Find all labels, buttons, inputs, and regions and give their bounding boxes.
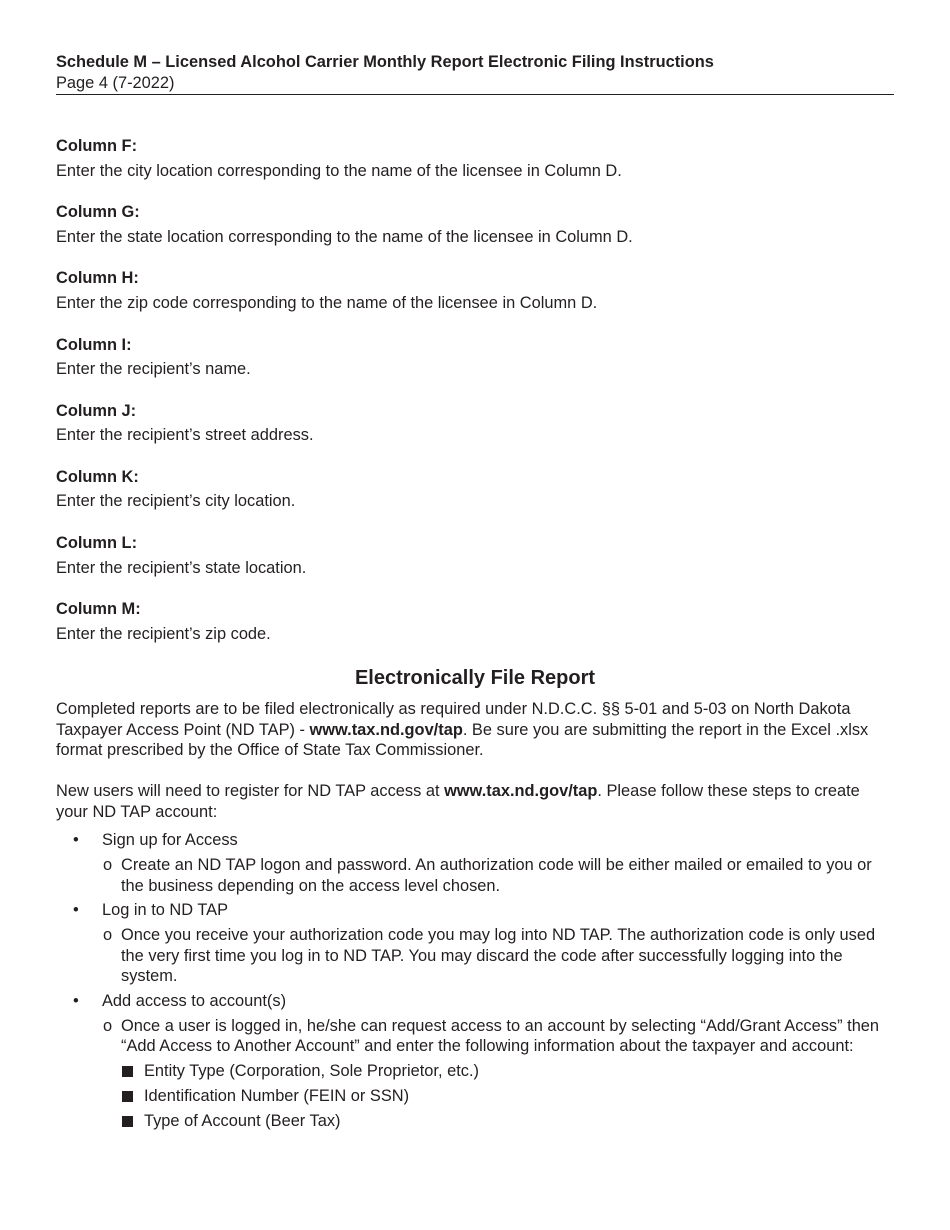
- step-item: [56, 900, 894, 987]
- bullet-marker: •: [73, 991, 79, 1010]
- column-heading: Column K:: [56, 467, 139, 486]
- paragraph-text: New users will need to register for ND TAP access at: [56, 782, 445, 800]
- column-entry: [56, 532, 894, 598]
- list-item: [56, 1086, 894, 1111]
- column-heading: Column L:: [56, 534, 138, 553]
- column-text: Enter the recipient’s state location.: [56, 558, 307, 577]
- column-text: Enter the state location corresponding to the name of the licensee in Column D.: [56, 227, 633, 246]
- step-detail: Create an ND TAP logon and password. An authorization code will be either mailed or emailed to you or the business depending on the access level chosen.: [121, 856, 872, 895]
- document-title: Schedule M – Licensed Alcohol Carrier Monthly Report Electronic Filing Instructions: [56, 53, 714, 71]
- paragraph-text: Completed reports are to be filed electronically as required under N.D.C.C. §§ 5-01 and 5-03 on North Dakota Taxpayer Access Point (ND TAP) -: [56, 700, 851, 739]
- column-instructions: [56, 135, 894, 665]
- sub-bullet-marker: o: [103, 926, 113, 944]
- column-text: Enter the recipient’s city location.: [56, 492, 296, 511]
- column-entry: [56, 201, 894, 267]
- tap-url-link[interactable]: www.tax.nd.gov/tap: [444, 782, 598, 800]
- column-entry: [56, 267, 894, 333]
- tap-url-link[interactable]: www.tax.nd.gov/tap: [309, 720, 463, 739]
- page-header: [56, 52, 894, 95]
- column-heading: Column M:: [56, 600, 141, 619]
- column-text: Enter the city location corresponding to the name of the licensee in Column D.: [56, 161, 622, 180]
- step-detail: Once you receive your authorization code you may log into ND TAP. The authorization code is only used the very first time you log in to ND TAP. You may discard the code after successfully logging into the system.: [121, 926, 876, 985]
- column-heading: Column F:: [56, 137, 138, 155]
- bullet-marker: •: [73, 901, 79, 919]
- column-text: Enter the recipient’s name.: [56, 360, 251, 379]
- step-item: [56, 991, 894, 1136]
- account-info-list: [56, 1061, 894, 1136]
- step-label: Sign up for Access: [102, 831, 238, 849]
- column-text: Enter the zip code corresponding to the name of the licensee in Column D.: [56, 293, 598, 312]
- column-heading: Column G:: [56, 203, 140, 222]
- column-entry: [56, 466, 894, 532]
- list-item-text: Type of Account (Beer Tax): [144, 1111, 341, 1130]
- sub-bullet-marker: o: [103, 1016, 113, 1035]
- section-title: Electronically File Report: [354, 667, 596, 689]
- step-label: Add access to account(s): [102, 991, 287, 1010]
- list-item-text: Identification Number (FEIN or SSN): [144, 1086, 410, 1105]
- paragraph-text: . Please follow these steps to create your ND TAP account:: [56, 782, 860, 821]
- column-entry: [56, 598, 894, 664]
- bullet-marker: •: [73, 831, 79, 849]
- column-heading: Column J:: [56, 401, 137, 420]
- square-bullet-icon: [122, 1116, 133, 1127]
- column-entry: [56, 400, 894, 466]
- step-label: Log in to ND TAP: [102, 901, 229, 919]
- column-text: Enter the recipient’s zip code.: [56, 624, 271, 643]
- sub-bullet-marker: o: [103, 856, 113, 874]
- list-item: [56, 1061, 894, 1086]
- registration-steps: [56, 830, 894, 1136]
- column-entry: [56, 135, 894, 201]
- list-item-text: Entity Type (Corporation, Sole Proprietor, etc.): [144, 1061, 479, 1080]
- filing-requirement-paragraph: [56, 699, 894, 761]
- registration-paragraph: [56, 781, 894, 822]
- step-item: [56, 830, 894, 896]
- page-number: Page 4 (7-2022): [56, 73, 175, 92]
- column-entry: [56, 334, 894, 400]
- column-heading: Column I:: [56, 335, 132, 354]
- square-bullet-icon: [122, 1066, 133, 1077]
- list-item: [56, 1111, 894, 1136]
- column-heading: Column H:: [56, 269, 139, 288]
- column-text: Enter the recipient’s street address.: [56, 426, 314, 445]
- square-bullet-icon: [122, 1091, 133, 1102]
- paragraph-text: . Be sure you are submitting the report in the Excel .xlsx format prescribed by the Office of State Tax Commissioner.: [56, 720, 869, 759]
- step-detail: Once a user is logged in, he/she can request access to an account by selecting “Add/Grant Access” then “Add Access to Another Account” and enter the following information about the taxpayer and account:: [121, 1016, 880, 1055]
